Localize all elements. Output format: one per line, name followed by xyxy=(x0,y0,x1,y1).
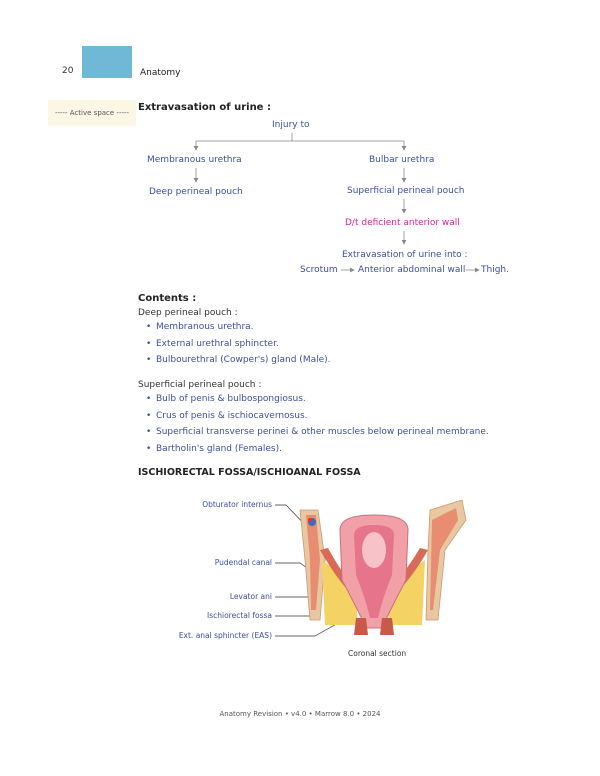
list-item: • Superficial transverse perinei & other muscles below perineal membrane. xyxy=(140,427,580,444)
flow-left-result: Deep perineal pouch xyxy=(149,187,243,197)
flow-root: Injury to xyxy=(272,120,310,130)
page-footer: Anatomy Revision • v4.0 • Marrow 8.0 • 2024 xyxy=(219,710,381,718)
active-space-note: ----- Active space ----- xyxy=(48,100,136,126)
deep-pouch-title: Deep perineal pouch : xyxy=(138,308,238,318)
flow-right-result: Superficial perineal pouch xyxy=(347,186,465,196)
list-item: • Bulbourethral (Cowper's) gland (Male). xyxy=(140,355,560,372)
list-item: • Crus of penis & ischiocavernosus. xyxy=(140,411,580,428)
flow-extravasation: Extravasation of urine into : xyxy=(342,250,468,260)
label-ischiorectal-fossa: Ischiorectal fossa xyxy=(207,611,272,620)
flow-left-branch: Membranous urethra xyxy=(147,155,242,165)
list-item: • External urethral sphincter. xyxy=(140,339,560,356)
flow-right-reason: D/t deficient anterior wall xyxy=(345,218,460,228)
chapter-title: Anatomy xyxy=(140,68,181,78)
flow-right-branch: Bulbar urethra xyxy=(369,155,435,165)
fossa-heading: ISCHIORECTAL FOSSA/ISCHIOANAL FOSSA xyxy=(138,467,361,478)
page-number: 20 xyxy=(62,66,74,76)
list-item: • Bartholin's gland (Females). xyxy=(140,444,580,461)
ischiorectal-fossa-illustration xyxy=(270,490,470,650)
label-obturator-internus: Obturator internus xyxy=(202,500,272,509)
list-item: • Bulb of penis & bulbospongiosus. xyxy=(140,394,580,411)
label-pudendal-canal: Pudendal canal xyxy=(214,558,272,567)
deep-pouch-list xyxy=(140,322,560,372)
label-levator-ani: Levator ani xyxy=(229,592,272,601)
contents-heading: Contents : xyxy=(138,293,197,304)
flow-chain-scrotum: Scrotum xyxy=(300,265,338,275)
figure-caption: Coronal section xyxy=(348,649,407,658)
superficial-pouch-list xyxy=(140,394,580,460)
flowchart-arrows xyxy=(0,0,600,300)
label-ext-anal-sphincter: Ext. anal sphincter (EAS) xyxy=(178,631,272,640)
list-item: • Membranous urethra. xyxy=(140,322,560,339)
flow-chain-thigh: Thigh. xyxy=(481,265,509,275)
flow-chain-abdominal-wall: Anterior abdominal wall xyxy=(358,265,466,275)
extravasation-heading: Extravasation of urine : xyxy=(138,102,271,113)
superficial-pouch-title: Superficial perineal pouch : xyxy=(138,380,262,390)
